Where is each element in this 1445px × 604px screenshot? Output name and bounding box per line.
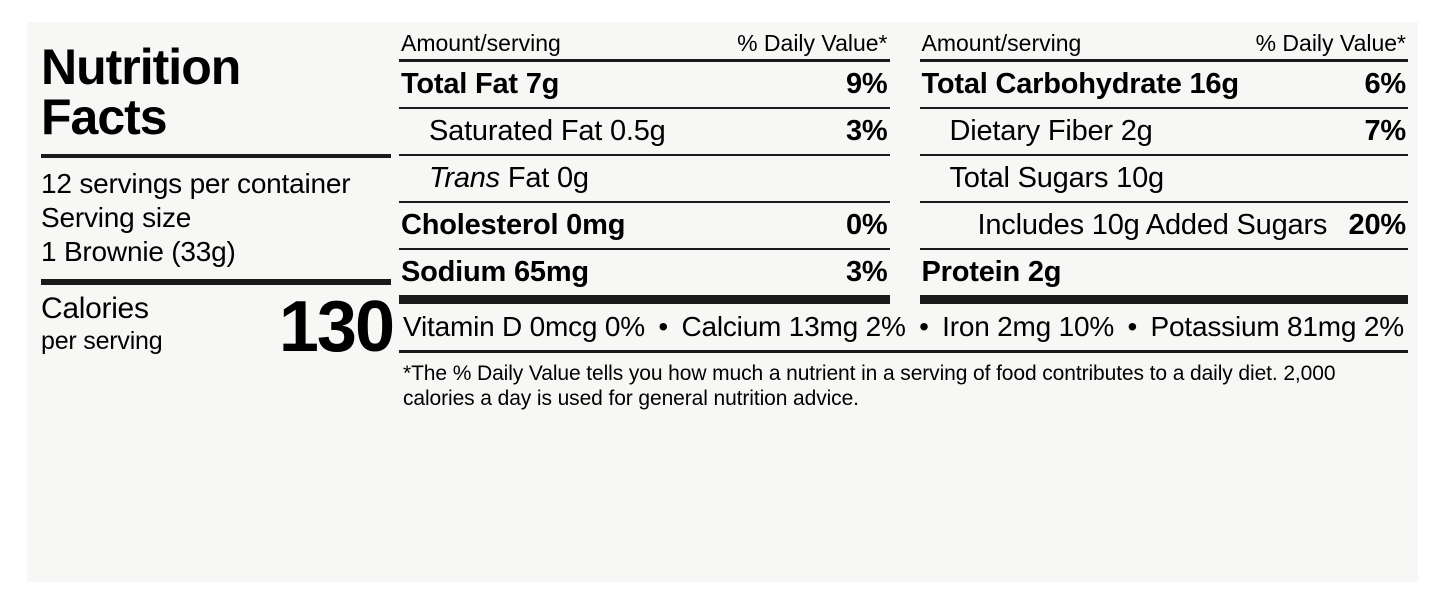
title-line-2: Facts	[41, 89, 167, 145]
nutrient-name: Sodium 65mg	[401, 256, 589, 288]
nutrition-facts-panel	[27, 22, 1418, 582]
trans-italic: Trans	[429, 162, 500, 194]
micronutrient-iron: Iron 2mg 10%	[942, 311, 1115, 342]
calories-per-serving-label: per serving	[41, 327, 163, 355]
nutrient-daily-value: 6%	[1364, 68, 1406, 100]
nutrient-name: Total Carbohydrate 16g	[921, 68, 1239, 100]
divider-under-title	[41, 154, 391, 158]
table-row	[399, 62, 890, 107]
daily-value-footnote: *The % Daily Value tells you how much a nutrient in a serving of food contributes to a daily diet. 2,000 calories a day is used for general nutrition advice.	[403, 362, 1336, 410]
servings-per-container: 12 servings per container	[41, 168, 351, 199]
amount-per-serving-header-left: Amount/serving	[401, 30, 561, 56]
column-header-left	[399, 30, 890, 59]
bullet-separator-icon: •	[919, 311, 929, 342]
calories-value: 130	[278, 287, 393, 367]
bullet-separator-icon: •	[658, 311, 669, 342]
nutrient-name: Cholesterol 0mg	[401, 209, 626, 241]
micronutrient-potassium: Potassium 81mg 2%	[1150, 311, 1404, 342]
nutrient-name: Includes 10g Added Sugars	[977, 209, 1328, 241]
calories-label: Calories	[41, 292, 149, 325]
nutrient-daily-value: 20%	[1348, 209, 1406, 241]
nutrient-name: Dietary Fiber 2g	[949, 115, 1153, 147]
nutrient-name: Protein 2g	[921, 256, 1062, 288]
table-row	[920, 250, 1409, 295]
table-row	[920, 203, 1409, 248]
nutrient-daily-value: 0%	[845, 209, 888, 241]
nutrient-daily-value: 3%	[845, 115, 888, 147]
calories-row	[41, 287, 399, 367]
amount-per-serving-header-right: Amount/serving	[921, 30, 1082, 56]
bottom-spacer	[399, 411, 1408, 582]
nutrient-name: Total Sugars 10g	[949, 162, 1164, 194]
nutrient-daily-value: 3%	[845, 256, 888, 288]
table-row	[920, 62, 1409, 107]
nutrient-column-left	[399, 30, 904, 304]
calories-label-group	[41, 292, 162, 360]
serving-size-value: 1 Brownie (33g)	[41, 236, 236, 267]
nutrient-name: Saturated Fat 0.5g	[429, 115, 666, 147]
serving-size-label: Serving size	[41, 202, 192, 233]
serving-information-column	[27, 22, 399, 582]
micronutrient-calcium: Calcium 13mg 2%	[681, 311, 906, 342]
divider	[399, 295, 890, 304]
nutrient-daily-value: 7%	[1364, 115, 1406, 147]
divider-above-calories	[41, 279, 391, 285]
bullet-separator-icon: •	[1127, 311, 1138, 342]
nutrient-columns	[399, 30, 1408, 304]
nutrient-daily-value: 9%	[845, 68, 888, 100]
table-row	[399, 156, 890, 201]
column-header-right	[920, 30, 1409, 59]
nutrients-section	[399, 22, 1418, 582]
table-row	[920, 109, 1409, 154]
daily-value-header-left: % Daily Value*	[737, 30, 888, 56]
nutrient-name: Total Fat 7g	[401, 68, 560, 100]
title-line-1: Nutrition	[41, 39, 241, 95]
trans-rest: Fat 0g	[499, 162, 589, 194]
nutrient-name	[429, 162, 589, 195]
page-title	[41, 39, 399, 145]
nutrient-column-right	[904, 30, 1409, 304]
daily-value-header-right: % Daily Value*	[1255, 30, 1406, 56]
micronutrient-row	[399, 304, 1408, 350]
divider	[920, 295, 1409, 304]
table-row	[399, 250, 890, 295]
micronutrient-vitamin-d: Vitamin D 0mcg 0%	[403, 311, 645, 342]
table-row	[399, 109, 890, 154]
table-row	[920, 156, 1409, 201]
table-row	[399, 203, 890, 248]
